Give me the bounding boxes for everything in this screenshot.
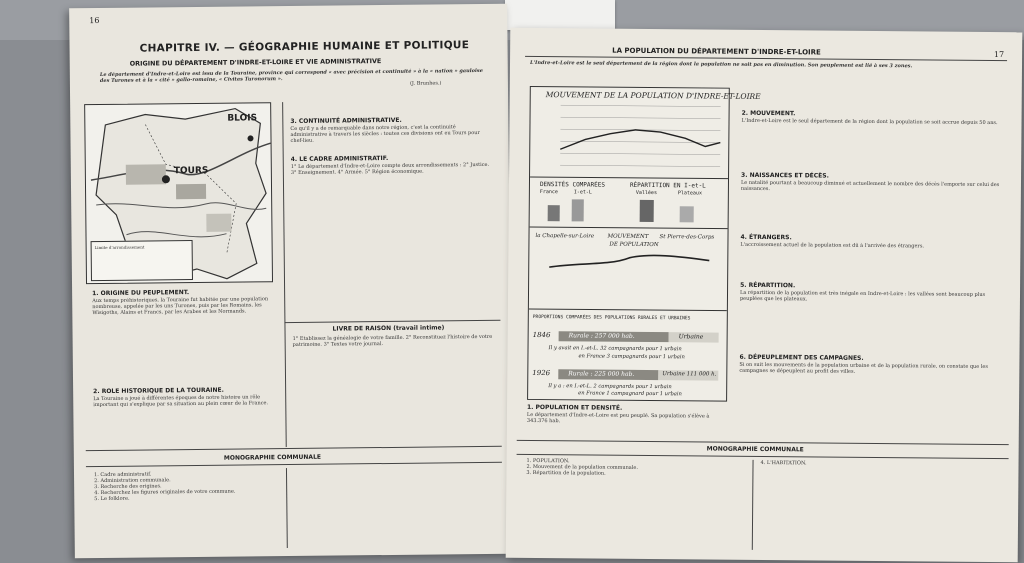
paper-slip (505, 0, 615, 30)
section-2-text: L'Indre-et-Loire est le seul département de la région dont la population se soit accrue depuis 50 ans. (741, 117, 998, 127)
monographie-item: 2. Administration communale. (94, 477, 171, 485)
chart-repartition-title: RÉPARTITION EN I-et-L (629, 181, 706, 190)
section-4-title: 4. LE CADRE ADMINISTRATIF. (290, 154, 389, 163)
chart-repartition-label: Plateaux (677, 190, 703, 197)
chart-year-1926: 1926 (532, 368, 551, 378)
divider (86, 462, 502, 467)
chart-population-label: DE POPULATION (609, 241, 659, 249)
column-divider (752, 460, 754, 550)
chart-density-label: France (539, 189, 558, 196)
chart-year-1846: 1846 (532, 330, 551, 340)
section-6-title: 6. DÉPEUPLEMENT DES CAMPAGNES. (739, 353, 864, 362)
section-4-text: 1° Le département d'Indre-et-Loire compte deux arrondissements : 2° Justice. 3° Enseignement. 4° Armée. 5° Région économique. (290, 161, 490, 176)
monographie-item: 1. Cadre administratif. (93, 471, 152, 479)
chart-repartition-label: Vallées (635, 189, 657, 197)
section-3-text: Le natalité pourtant a beaucoup diminué et actuellement le nombre des décès l'emporte sur celui des naissances. (740, 179, 1000, 193)
section-3-title: 3. NAISSANCES ET DÉCÈS. (741, 171, 829, 180)
monographie-item: 2. Mouvement de la population communale. (526, 463, 638, 471)
section-1-text: Aux temps préhistoriques, la Touraine fut habitée par une population nombreuse, appelée par les uns Turones, puis par les Romains, les Wisigoths, Alains et Francs, par les Arabes et les Normands. (92, 296, 269, 317)
section-3-title: 3. CONTINUITÉ ADMINISTRATIVE. (290, 116, 402, 125)
chart-movement-title: MOUVEMENT (607, 233, 649, 240)
section-3-text: Ce qu'il y a de remarquable dans notre région, c'est la continuité administrative à travers les siècles : toutes ces divisions ont eu Tours pour chef-lieu. (290, 124, 480, 144)
chart-note-1846: Il y avait en I.-et-L. 32 campagnards pour 1 urbain (548, 345, 682, 353)
map-label-blois: BLOIS (227, 113, 258, 124)
chart-rurale-1926: Rurale : 225 000 hab. (568, 370, 635, 378)
chart-note-1926: en France 1 campagnard pour 1 urbain (578, 390, 682, 398)
page-number: 17 (993, 49, 1005, 60)
monographie-item: 3. Répartition de la population. (526, 469, 606, 477)
left-page (69, 4, 513, 559)
monographie-item: 4. L'HABITATION. (760, 459, 807, 467)
intro-text: L'Indre-et-Loire est le seul département de la région dont la population ne soit pas en diminution. Son peuplement est lié à ses 3 zones. (529, 59, 913, 70)
page-number: 16 (89, 15, 100, 26)
section-1-title: 1. ORIGINE DU PEUPLEMENT. (92, 289, 190, 298)
map-legend-text: Limite d'arrondissement (94, 244, 145, 251)
divider (284, 320, 500, 323)
chart-rurale-1846: Rurale : 257 000 hab. (568, 332, 635, 340)
monographie-list (94, 470, 285, 552)
chart-note-1926: Il y a : en I.-et-L. 2 campagnards pour 1 urbain (548, 383, 672, 391)
population-chart (527, 86, 761, 402)
section-4-title: 4. ÉTRANGERS. (740, 233, 792, 242)
touraine-map (84, 102, 273, 284)
chart-urbaine-1926: Urbaine 111 000 h. (662, 371, 717, 378)
chart-rural-title: PROPORTIONS COMPARÉES DES POPULATIONS RURALES ET URBAINES (532, 314, 691, 322)
chapter-title: CHAPITRE IV. — GÉOGRAPHIE HUMAINE ET POLITIQUE (139, 39, 470, 55)
column-divider (282, 102, 287, 447)
section-5-title: 5. RÉPARTITION. (740, 281, 796, 290)
section-2-title: 2. ROLE HISTORIQUE DE LA TOURAINE. (93, 386, 224, 396)
section-4-text: L'accroissement actuel de la population est dû à l'arrivée des étrangers. (740, 241, 925, 250)
origin-quote: Le département d'Indre-et-Loire est issu de la Touraine, province qui correspond « avec précision et continuité » à la « nation » gauloise des Turones et à la « cité » gallo-romaine, « Civitas Turonorum ». (99, 67, 483, 84)
monographie-list-left (526, 458, 747, 550)
monographie-item: 4. Recherchez les figures originales de votre commune. (94, 488, 236, 497)
livre-title: LIVRE DE RAISON (travail intime) (332, 324, 445, 333)
chart-density-title: DENSITÉS COMPARÉES (539, 181, 606, 189)
chart-title: MOUVEMENT DE LA POPULATION D'INDRE-ET-LOIRE (545, 90, 761, 101)
column-divider (286, 468, 288, 548)
section-1-title: 1. POPULATION ET DENSITÉ. (526, 403, 623, 412)
chart-density-label: I-et-L (573, 189, 592, 196)
monographie-title: MONOGRAPHIE COMMUNALE (223, 453, 322, 462)
monographie-title: MONOGRAPHIE COMMUNALE (706, 445, 804, 454)
divider (86, 446, 502, 451)
chart-movement-left: la Chapelle-sur-Loire (535, 233, 595, 240)
chart-movement-right: St Pierre-des-Corps (659, 234, 715, 241)
quote-author: (J. Brunhes.) (409, 80, 442, 87)
chart-urbaine-1846: Urbaine (678, 333, 704, 341)
monographie-item: 1. POPULATION. (526, 457, 570, 465)
monographie-list-right (760, 460, 1001, 552)
right-page (506, 28, 1023, 562)
section-6-text: Si on suit les mouvements de la population urbaine et de la population rurale, on constate que les campagnes se dépeuplent au profit des villes. (739, 361, 989, 375)
section-5-text: La répartition de la population est très inégale en Indre-et-Loire : les vallées sont beaucoup plus peuplées que les plateaux. (739, 289, 986, 303)
running-title: LA POPULATION DU DÉPARTEMENT D'INDRE-ET-LOIRE (612, 46, 821, 57)
monographie-item: 5. Le folklore. (94, 495, 130, 503)
map-label-tours: TOURS (173, 165, 209, 177)
chart-note-1846: en France 3 campagnards pour 1 urbain (578, 353, 685, 361)
monographie-item: 3. Recherche des origines. (94, 483, 162, 491)
map-legend (91, 240, 193, 281)
section-1-text: Le département d'Indre-et-Loire est peu peuplé. Sa population s'élève à 343.376 hab. (526, 411, 710, 425)
section-2-text: La Touraine a joué à différentes époques de notre histoire un rôle important qui s'explique par sa situation au plein cœur de la France. (93, 394, 269, 409)
livre-text: 1° Etablissez la généalogie de votre famille. 2° Reconstituez l'histoire de votre patrimoine. 3° Textes votre journal. (292, 333, 493, 348)
origin-title: ORIGINE DU DÉPARTEMENT D'INDRE-ET-LOIRE ET VIE ADMINISTRATIVE (129, 57, 382, 68)
section-2-title: 2. MOUVEMENT. (741, 109, 796, 118)
